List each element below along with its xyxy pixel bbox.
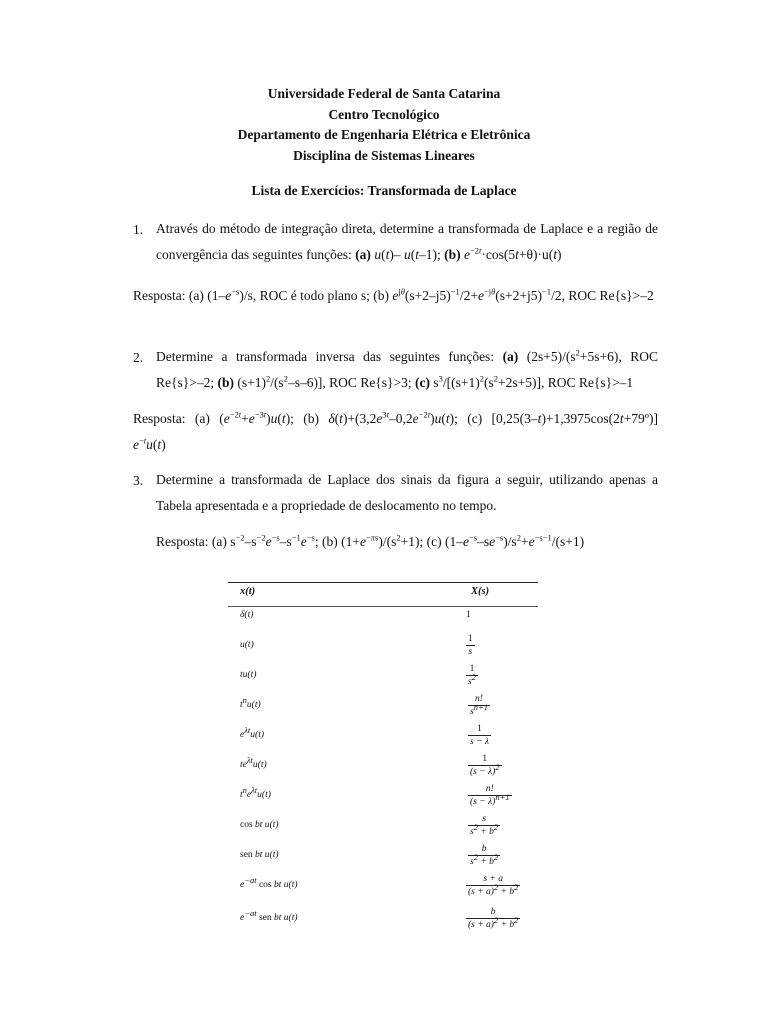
- table-header-xt: x(t): [240, 586, 256, 597]
- department-name: Departamento de Engenharia Elétrica e Eletrônica: [237, 127, 531, 142]
- question-2-number: 2.: [133, 350, 144, 365]
- table-row: [228, 694, 538, 730]
- table-cell-xs: $\frac{n!}{s^{n+1}}$: [470, 694, 488, 717]
- table-cell-xt: $e^{\lambda t}u(t)$: [240, 724, 264, 740]
- answer-2: Resposta: (a) $(e^{-2t}+e^{-3t})u(t)$; (b) $\delta(t)+(3,2e^{3t}-0,2e^{-2t})u(t)$; (c) [0,25(3–t)+1,3975cos(2t+79º)] $e^{-t}u(t)$: [133, 409, 658, 452]
- table-cell-xt: $e^{-at}$ cos bt u(t): [240, 874, 298, 890]
- table-top-rule: [228, 582, 538, 583]
- table-row: [228, 664, 538, 700]
- table-cell-xs: $\frac{b}{(s + a)^2 + b^2}$: [468, 907, 519, 930]
- question-1-a-expr: u(t)– u(t–1);: [374, 247, 441, 262]
- discipline-name: Disciplina de Sistemas Lineares: [293, 147, 475, 163]
- question-3: [156, 467, 658, 519]
- table-cell-xs: $\frac{s + a}{(s + a)^2 + b^2}$: [468, 874, 519, 897]
- table-cell-xs: $\frac{b}{s^2 + b^2}$: [470, 844, 499, 867]
- table-cell-xt: $t^nu(t)$: [240, 694, 261, 710]
- question-1-a-label: (a): [355, 247, 371, 262]
- question-2: Determine a transformada inversa das seguintes funções: (a) $(2s+5)/(s^2+5s+6)$, ROC Re{s}>–2; (b) $(s+1)^2/(s^2-s-6)$], ROC Re{s}>3; (c) $s^3/[(s+1)^2(s^2+2s+5)]$, ROC Re{s}>–1: [156, 347, 659, 390]
- table-cell-xt: $te^{\lambda t}u(t)$: [240, 754, 267, 770]
- question-1-b-expr: $e^{-2t}\cdot\cos(5t+\theta)\cdot u(t)$: [463, 245, 562, 262]
- table-cell-xt: u(t): [240, 640, 254, 650]
- question-3-answer: Resposta: (a) $s^{-2}-s^{-2}e^{-s}-s^{-1}e^{-s}$; (b) $(1+e^{-\pi s})/(s^2+1)$; (c) $(1-e^{-s}-se^{-s})/s^2+e^{-s-1}/(s+1)$: [156, 532, 585, 549]
- table-cell-xt: tu(t): [240, 670, 257, 680]
- table-header-rule: [228, 606, 538, 607]
- question-1: [156, 216, 658, 268]
- table-header-xs: X(s): [471, 586, 490, 597]
- center-name: Centro Tecnológico: [328, 106, 440, 122]
- answer-2-label: Resposta:: [133, 411, 186, 426]
- table-row: [228, 609, 538, 640]
- list-title: Lista de Exercícios: Transformada de Laplace: [251, 183, 517, 198]
- table-cell-xs: $\frac{1}{s - \lambda}$: [470, 724, 489, 747]
- table-cell-xt: $t^ne^{\lambda t}u(t)$: [240, 784, 271, 800]
- table-cell-xs: 1: [466, 610, 471, 620]
- question-1-number: 1.: [133, 222, 144, 237]
- question-3-text: Determine a transformada de Laplace dos sinais da figura a seguir, utilizando apenas a Tabela apresentada e a propriedade de deslocamento no tempo.: [156, 472, 658, 513]
- document-header: [0, 84, 768, 166]
- answer-1: Resposta: (a) $(1-e^{-s})/s$, ROC é todo plano s; (b) $e^{j\theta}(s+2-j5)^{-1}/2+e^{-j\theta}(s+2+j5)^{-1}/2$, ROC Re{s}>–2: [133, 286, 654, 303]
- table-cell-xs: $\frac{1}{s^2}$: [468, 664, 476, 687]
- table-cell-xs: $\frac{s}{s^2 + b^2}$: [470, 814, 499, 837]
- table-row: [228, 907, 538, 943]
- table-cell-xt: sen bt u(t): [240, 850, 279, 860]
- table-cell-xs: $\frac{1}{s}$: [468, 634, 473, 657]
- university-name: Universidade Federal de Santa Catarina: [267, 86, 501, 101]
- table-cell-xs: $\frac{n!}{(s - \lambda)^{n+1}}$: [470, 784, 510, 807]
- table-cell-xt: δ(t): [240, 610, 254, 620]
- question-1-text: Através do método de integração direta, determine a transformada de Laplace e a região de convergência das seguintes funções:: [156, 221, 658, 262]
- answer-1-label: Resposta:: [133, 288, 186, 303]
- table-cell-xt: cos bt u(t): [240, 820, 279, 830]
- table-cell-xt: $e^{-at}$ sen bt u(t): [240, 907, 298, 923]
- question-3-number: 3.: [133, 473, 144, 488]
- question-1-b-label: (b): [444, 247, 461, 262]
- table-row: [228, 634, 538, 670]
- table-cell-xs: $\frac{1}{(s - \lambda)^2}$: [470, 754, 500, 777]
